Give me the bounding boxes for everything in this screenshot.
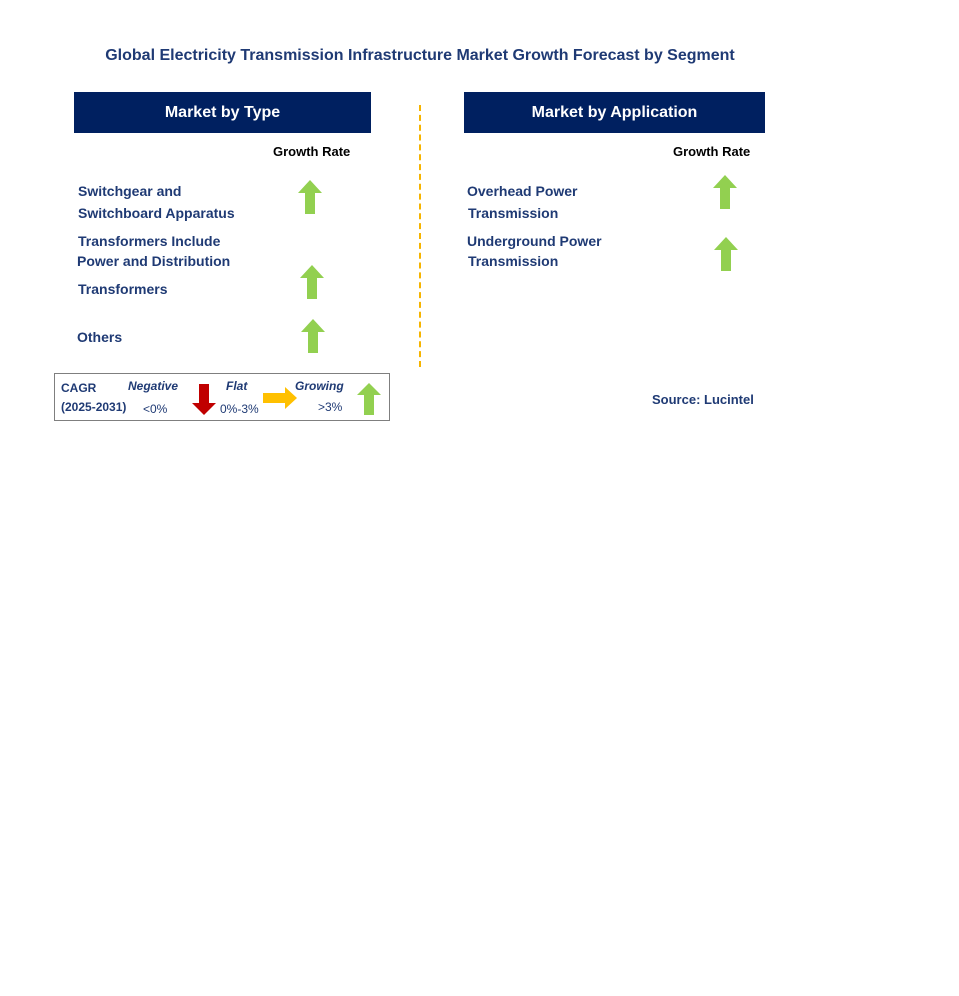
segment-label-others: Others <box>77 329 123 345</box>
legend-negative-label: Negative <box>128 379 179 393</box>
legend-flat-label: Flat <box>226 379 248 393</box>
segment-label-switchgear-line1: Switchgear and <box>78 183 182 199</box>
type-panel-header: Market by Type <box>74 92 371 133</box>
flat-arrow-icon <box>263 387 297 409</box>
negative-arrow-icon <box>192 384 216 415</box>
growing-arrow-icon <box>300 265 324 299</box>
legend-flat-range: 0%-3% <box>220 402 259 416</box>
segment-label-transformers-line2: Power and Distribution <box>77 253 231 269</box>
segment-label-transformers-line3: Transformers <box>78 281 168 297</box>
panel-divider <box>419 105 421 367</box>
legend-cagr-label: CAGR <box>61 381 97 395</box>
application-panel-header: Market by Application <box>464 92 765 133</box>
legend-growing-label: Growing <box>295 379 344 393</box>
growing-arrow-icon <box>298 180 322 214</box>
legend-negative-range: <0% <box>143 402 168 416</box>
growing-arrow-icon <box>713 175 737 209</box>
source-label: Source: Lucintel <box>652 392 754 407</box>
segment-label-transformers-line1: Transformers Include <box>78 233 221 249</box>
growing-arrow-icon <box>301 319 325 353</box>
legend-growing-range: >3% <box>318 400 343 414</box>
segment-label-overhead-line1: Overhead Power <box>467 183 578 199</box>
legend-period-label: (2025-2031) <box>61 400 127 414</box>
segment-label-underground-line2: Transmission <box>468 253 559 269</box>
segment-label-switchgear-line2: Switchboard Apparatus <box>78 205 235 221</box>
growing-arrow-icon <box>714 237 738 271</box>
page-title: Global Electricity Transmission Infrastructure Market Growth Forecast by Segment <box>105 47 735 64</box>
segment-label-underground-line1: Underground Power <box>467 233 602 249</box>
segment-label-overhead-line2: Transmission <box>468 205 559 221</box>
type-growth-rate-label: Growth Rate <box>273 144 351 159</box>
growing-arrow-icon <box>357 383 381 415</box>
application-growth-rate-label: Growth Rate <box>673 144 751 159</box>
